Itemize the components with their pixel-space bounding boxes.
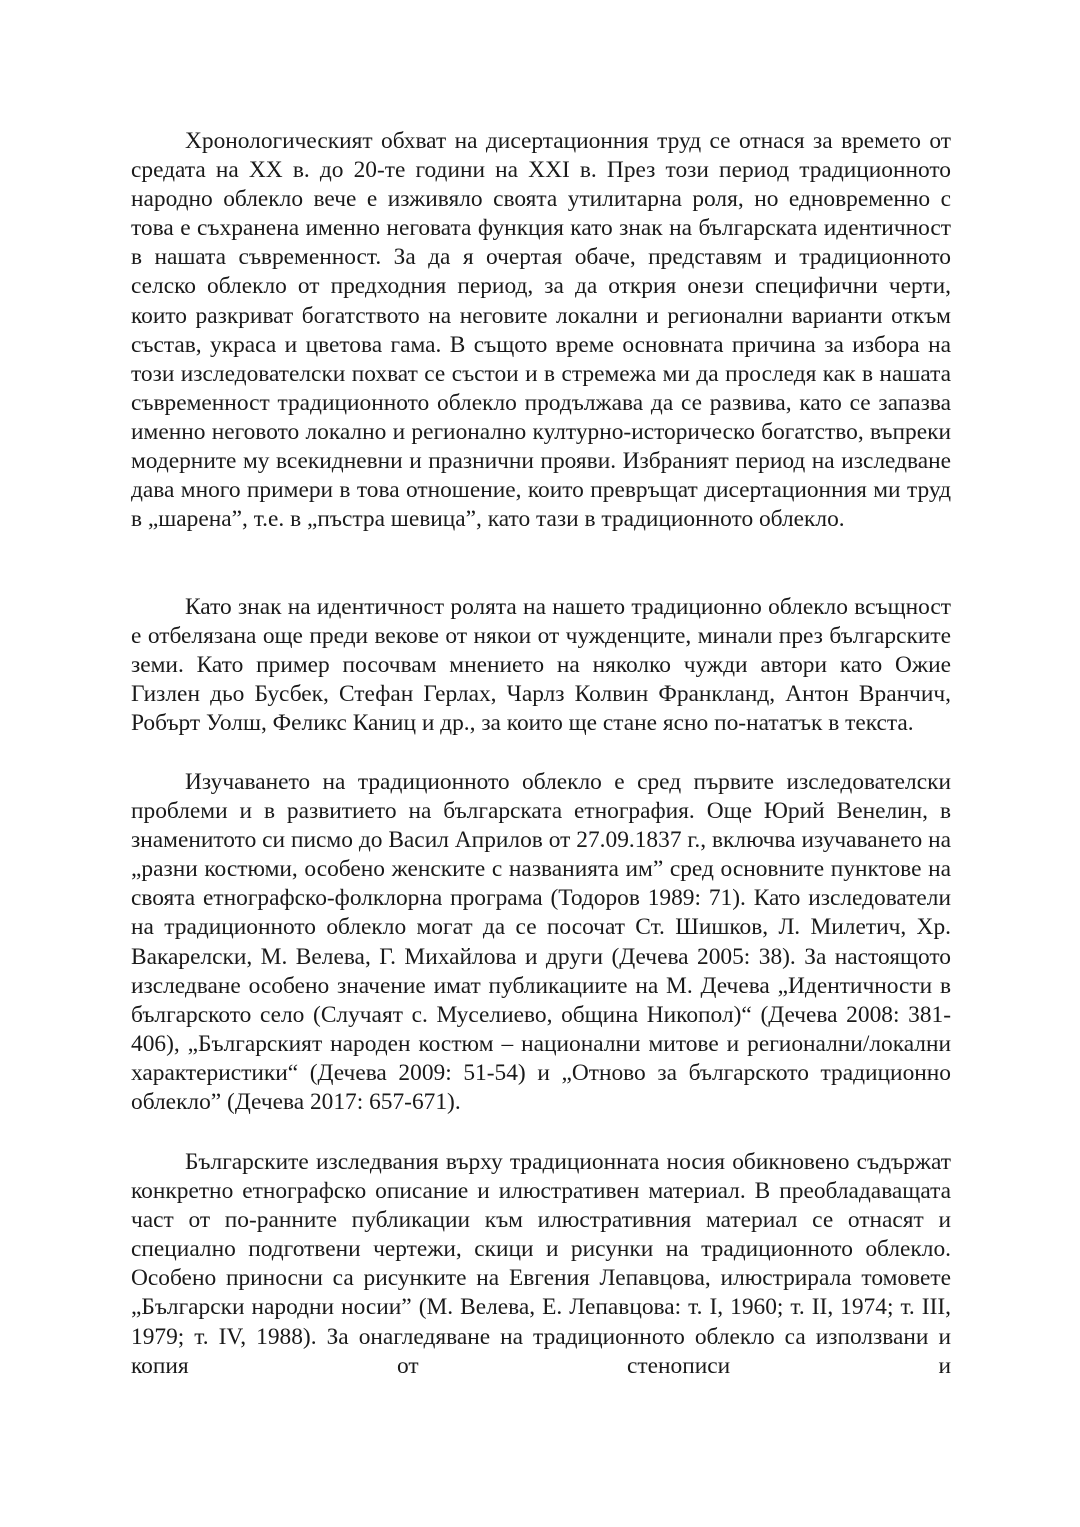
paragraph-bulgarian-studies: Българските изследвания върху традиционната носия обикновено съдържат конкретно етнографско описание и илюстративен материал. В преобладаващата част от по-ранните публикации към илюстративния материал се отнасят и специално подготвени чертежи, скици и рисунки на традиционното облекло. Особено приносни са рисунките на Евгения Лепавцова, илюстрирала томовете „Български народни носии” (М. Велева, Е. Лепавцова: т. І, 1960; т. ІІ, 1974; т. ІІІ, 1979; т. ІV, 1988). За онагледяване на традиционното облекло са използвани и копия от стенописи и <box>131 1149 951 1379</box>
paragraph-research-history: Изучаването на традиционното облекло е сред първите изследователски проблеми и в развитието на българската етнография. Още Юрий Венелин, в знаменитото си писмо до Васил Априлов от 27.09.1837 г., включва изучаването на „разни костюми, особено женските с названията им” сред основните пунктове на своята етнографско-фолклорна програма (Тодоров 1989: 71). Като изследователи на традиционното облекло могат да се посочат Ст. Шишков, Л. Милетич, Хр. Вакарелски, М. Велева, Г. Михайлова и други (Дечева 2005: 38). За настоящото изследване особено значение имат публикациите на М. Дечева „Идентичности в българското село (Случаят с. Муселиево, община Никопол)“ (Дечева 2008: 381-406), „Българският народен костюм – национални митове и регионални/локални характеристики“ (Дечева 2009: 51-54) и „Отново за българското традиционно облекло” (Дечева 2017: 657-671). <box>131 769 951 1116</box>
paragraph-identity-sign: Като знак на идентичност ролята на нашето традиционно облекло всъщност е отбелязана още преди векове от някои от чужденците, минали през българските земи. Като пример посочвам мнението на няколко чужди автори като Ожие Гизлен дьо Бусбек, Стефан Герлах, Чарлз Колвин Франкланд, Антон Вранчич, Робърт Уолш, Феликс Каниц и др., за които ще стане ясно по-нататък в текста. <box>131 594 951 737</box>
paragraph-chronological-scope: Хронологическият обхват на дисертационния труд се отнася за времето от средата на ХХ в. до 20-те години на ХХІ в. През този период традиционното народно облекло вече е изживяло своята утилитарна роля, но едновременно с това е съхранена именно неговата функция като знак на българската идентичност в нашата съвременност. За да я очертая обаче, представям и традиционното селско облекло от предходния период, за да открия онези специфични черти, които разкриват богатството на неговите локални и регионални варианти откъм състав, украса и цветова гама. В същото време основната причина за избора на този изследователски похват се състои и в стремежа ми да проследя как в нашата съвременност традиционното облекло продължава да се развива, като се запазва именно неговото локално и регионално културно-историческо богатство, въпреки модерните му всекидневни и празнични прояви. Избраният период на изследване дава много примери в това отношение, които превръщат дисертационния ми труд в „шарена”, т.е. в „пъстра шевица”, като тази в традиционното облекло. <box>131 128 951 533</box>
